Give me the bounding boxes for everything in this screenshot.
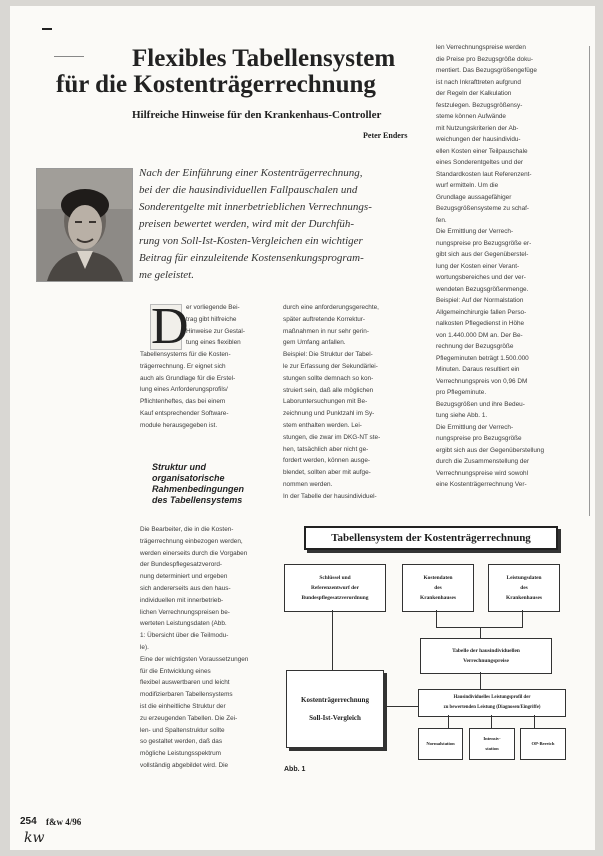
text-line: Die Bearbeiter, die in die Kosten-: [140, 526, 234, 533]
text-line: Die Ermittlung der Verrech-: [436, 228, 514, 235]
figure-title: Tabellensystem der Kostenträgerrechnung: [304, 526, 558, 550]
lead-line: Nach der Einführung einer Kostenträgerrechnung,: [139, 167, 363, 179]
box-label: Bundespflegesatzverordnung: [301, 595, 369, 601]
text-line: Verrechnungspreise wird sowohl: [436, 469, 529, 477]
text-line: ist nach Inkrafttreten aufgrund: [436, 78, 521, 86]
text-line: individuellen mit innerbetrieb-: [140, 596, 224, 604]
box-label: Hausindividuelles Leistungsprofil der: [453, 695, 531, 700]
text-line: für die Entwicklung eines: [140, 667, 211, 675]
text-line: stungen sollte demnach so kon-: [283, 374, 374, 382]
text-line: module herausgegeben ist.: [140, 421, 218, 429]
author-name: Peter Enders: [363, 131, 408, 140]
text-line: sich andererseits aus den haus-: [140, 584, 231, 592]
text-line: lichen Verrechnungspreisen be-: [140, 608, 230, 616]
box-label: Verrechnungspreise: [463, 658, 509, 664]
article-title-line2: für die Kostenträgerrechnung: [56, 71, 376, 98]
text-line: lung der Kosten einer Verant-: [436, 262, 520, 270]
text-line: ergibt sich aus der Gegenüberstellung: [436, 446, 544, 454]
text-line: Bezugsgrößen und ihre Bedeu-: [436, 400, 525, 408]
text-line: wurf ermitteln. Um die: [436, 182, 499, 189]
handwritten-note: kw: [24, 830, 45, 846]
box-leistungsdaten: [488, 564, 560, 612]
text-line: Beispiel: Die Struktur der Tabel-: [283, 351, 373, 359]
text-line: von 1.440.000 DM an. Der Be-: [436, 331, 523, 339]
box-label: Krankenhauses: [420, 595, 456, 601]
text-line: nalkosten Pflegedienst in Höhe: [436, 320, 525, 327]
lead-line: rung von Soll-Ist-Kosten-Vergleichen ein wichtiger: [139, 235, 363, 247]
text-line: ellen Kosten einer Teilpauschale: [436, 147, 528, 155]
journal-issue: f&w 4/96: [46, 817, 82, 827]
text-line: mentiert. Das Bezugsgrößengefüge: [436, 67, 537, 74]
text-line: werden einerseits durch die Vorgaben: [140, 549, 248, 557]
text-line: Tabellensystems für die Kosten-: [140, 351, 231, 358]
text-line: festzulegen. Bezugsgrößensy-: [436, 101, 523, 109]
figure-caption: Abb. 1: [284, 766, 306, 773]
text-line: nungspreise pro Bezugsgröße: [436, 435, 522, 442]
text-line: Standardkosten laut Referenzent-: [436, 170, 532, 178]
box-intensivstation: [469, 728, 515, 760]
heading-line: Struktur und: [152, 462, 206, 472]
box-label: Intensiv-: [483, 736, 501, 741]
text-line: le).: [140, 643, 149, 651]
connector-line: [448, 715, 449, 729]
text-line: Die Ermittlung der Verrech-: [436, 423, 514, 431]
box-kostentraegerrechnung: [286, 670, 384, 748]
text-line: maßnahmen in nur sehr gerin-: [283, 327, 369, 335]
heading-line: des Tabellensystems: [152, 495, 243, 505]
box-label: Soll-Ist-Vergleich: [309, 714, 361, 722]
box-label: Kostenträgerrechnung: [301, 696, 369, 704]
lead-line: Beitrag für einzuleitende Kostensenkungsprogram-: [139, 252, 364, 264]
text-line: rechnung der Bezugsgröße: [436, 343, 514, 350]
text-line: der Regeln der Kalkulation: [436, 90, 512, 97]
box-label: des: [434, 585, 442, 591]
column-3-body: [436, 42, 581, 491]
text-line: nommen werden.: [283, 480, 333, 488]
box-label: Referenzentwurf der: [311, 585, 359, 591]
text-line: wortungsbereiches und der ver-: [436, 274, 526, 281]
text-line: pro Pflegeminute.: [436, 389, 487, 396]
text-line: Pflichtenheftes, das bei einem: [140, 398, 226, 406]
connector-line: [382, 706, 418, 707]
text-line: ist die einheitliche Struktur der: [140, 702, 226, 710]
connector-line: [480, 672, 481, 690]
text-line: tung siehe Abb. 1.: [436, 412, 488, 419]
box-label: zu bewertenden Leistung (Diagnosen/Eingriffe): [443, 705, 541, 710]
box-label: Leistungsdaten: [506, 575, 542, 581]
text-line: Bezugsgrößensysteme zu schaf-: [436, 205, 530, 212]
text-line: steme können Aufwände: [436, 113, 506, 120]
connector-line: [522, 610, 523, 628]
lead-paragraph: [139, 165, 372, 284]
text-line: nung determiniert und ergeben: [140, 573, 228, 581]
text-line: gem Umfang anfallen.: [283, 339, 346, 347]
section-heading: [152, 462, 244, 506]
text-line: zu erzeugenden Tabellen. Die Zei-: [140, 714, 238, 722]
box-referenzentwurf: [284, 564, 386, 612]
heading-line: organisatorische: [152, 473, 225, 483]
text-line: len Verrechnungspreise werden: [436, 44, 526, 51]
text-line: eine Kostenträgerrechnung Ver-: [436, 481, 527, 488]
text-line: Kauf entsprechender Software-: [140, 409, 229, 417]
text-line: hen, tatsächlich aber nicht ge-: [283, 445, 369, 453]
scan-mark: [42, 28, 52, 30]
box-label: OP-Bereich: [531, 741, 555, 746]
article-subtitle: Hilfreiche Hinweise für den Krankenhaus-Controller: [132, 109, 382, 121]
text-line: Verrechnungspreis von 0,96 DM: [436, 377, 528, 385]
connector-line: [332, 610, 333, 670]
text-line: le zur Erfassung der Sekundärlei-: [283, 362, 378, 370]
box-label: Krankenhauses: [506, 595, 542, 601]
text-line: weichungen der hausindividu-: [436, 136, 521, 143]
text-line: er vorliegende Bei-: [186, 304, 240, 311]
document-page: [10, 6, 595, 850]
text-line: stem enthalten werden. Lei-: [283, 421, 362, 429]
text-line: vollständig abgebildet wird. Die: [140, 761, 229, 769]
text-line: trägerrechnung. Er eignet sich: [140, 362, 226, 370]
text-line: nungspreise pro Bezugsgröße er-: [436, 239, 532, 247]
heading-line: Rahmenbedingungen: [152, 484, 244, 494]
text-line: In der Tabelle der hausindividuel-: [283, 492, 377, 500]
text-line: werteten Leistungsdaten (Abb.: [140, 620, 227, 628]
text-line: eines Sonderentgeltes und der: [436, 159, 524, 166]
text-line: fordert werden, können ausge-: [283, 457, 371, 465]
text-line: auch als Grundlage für die Erstel-: [140, 374, 236, 382]
box-normalstation: [418, 728, 463, 760]
box-label: station: [485, 746, 499, 751]
text-line: Minuten. Daraus resultiert ein: [436, 366, 520, 373]
text-line: modifizierbaren Tabellensystems: [140, 691, 233, 699]
text-line: Eine der wichtigsten Voraussetzungen: [140, 655, 249, 663]
connector-line: [534, 715, 535, 729]
text-line: so gestaltet werden, daß das: [140, 738, 223, 746]
box-label: Tabelle der hausindividuellen: [452, 648, 520, 654]
article-title-line1: Flexibles Tabellensystem: [132, 45, 396, 72]
text-line: Hinweise zur Gestal-: [186, 327, 245, 335]
intro-text: [140, 349, 270, 432]
text-line: trägerrechnung einbezogen werden,: [140, 537, 243, 545]
text-line: Grundlage aussagefähiger: [436, 193, 512, 201]
connector-line: [491, 715, 492, 729]
connector-line: [436, 610, 437, 628]
text-line: lung eines Anforderungsprofils/: [140, 386, 228, 394]
lead-line: Sonderentgelte mit innerbetrieblichen Verrechnungs-: [139, 201, 372, 213]
page-number: 254: [20, 816, 37, 827]
text-line: durch eine anforderungsgerechte,: [283, 304, 379, 311]
text-line: gibt sich aus der Gegenüberstel-: [436, 251, 529, 258]
text-line: mögliche Leistungsspektrum: [140, 750, 221, 758]
column-1-body: [140, 524, 271, 772]
text-line: zeichnung und Punktzahl im Sy-: [283, 410, 375, 418]
box-label: des: [520, 585, 528, 591]
edge-rule: [589, 46, 590, 516]
column-2-body: [283, 302, 421, 503]
lead-line: me geleistet.: [139, 269, 194, 281]
text-line: fen.: [436, 216, 447, 224]
lead-line: bei der die hausindividuellen Fallpauschalen und: [139, 184, 358, 196]
box-label: Kostendaten: [423, 575, 453, 581]
text-line: die Preise pro Bezugsgröße doku-: [436, 55, 533, 63]
text-line: len- und Spaltenstruktur sollte: [140, 726, 225, 734]
box-label: Normalstation: [426, 741, 455, 746]
drop-cap: D: [151, 298, 189, 355]
scan-mark: [54, 56, 84, 57]
box-op-bereich: [520, 728, 566, 760]
text-line: blendet, sollten aber mit aufge-: [283, 469, 371, 477]
lead-line: preisen bewertet werden, wird mit der Durchfüh-: [139, 218, 354, 230]
text-line: stungen, die zwar im DKG-NT ste-: [283, 433, 381, 441]
text-line: wendeten Bezugsgrößenmenge.: [436, 285, 529, 293]
box-label: Schlüssel und: [319, 575, 351, 581]
text-line: mit Nutzungskriterien der Ab-: [436, 124, 519, 132]
text-line: Laboruntersuchungen mit Be-: [283, 398, 368, 406]
text-line: Beispiel: Auf der Normalstation: [436, 297, 524, 304]
text-line: später auftretende Korrektur-: [283, 315, 366, 323]
text-line: Pflegeminuten beträgt 1.500.000: [436, 354, 529, 362]
author-photo: [36, 168, 133, 282]
text-line: trag gibt hilfreiche: [186, 315, 237, 323]
intro-text-indented: [186, 302, 266, 349]
text-line: 1: Übersicht über die Teilmodu-: [140, 632, 229, 640]
text-line: struiert sein, daß alle möglichen: [283, 386, 374, 394]
text-line: Allgemeinchirurgie fallen Perso-: [436, 308, 527, 316]
text-line: flexibel auswertbaren und leicht: [140, 679, 230, 687]
text-line: tung eines flexiblen: [186, 339, 241, 347]
text-line: durch die Zusammenstellung der: [436, 458, 530, 465]
box-leistungsprofil: [418, 689, 566, 717]
text-line: der Bundespflegesatzverord-: [140, 561, 223, 569]
box-verrechnungspreise: [420, 638, 552, 674]
box-kostendaten: [402, 564, 474, 612]
